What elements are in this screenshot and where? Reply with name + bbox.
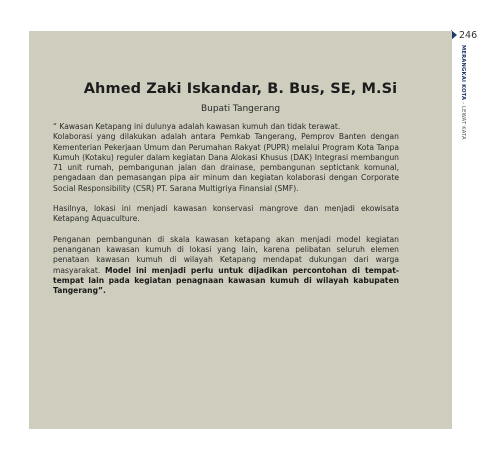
quote-paragraph-2: Kolaborasi yang dilakukan adalah antara Pemkab Tangerang, Pemprov Banten dengan Kementerian Pekerjaan Umum dan Perumahan Rakyat (PUPR) melalui Program Kota Tanpa Kumuh (Kotaku) reguler dalam kegiatan Dana Alokasi Khusus (DAK) Integrasi membangun 71 unit rumah, pembangunan jalan dan drainase, pembangunan septictank komunal, pengadaan dan pemasangan pipa air minum dan kegiatan kolaborasi dengan Corporate Social Responsibility (CSR) PT. Sarana Multigriya Finansial (SMF). xyxy=(53,132,399,193)
person-name: Ahmed Zaki Iskandar, B. Bus, SE, M.Si xyxy=(83,81,398,97)
page-number-marker xyxy=(451,29,477,41)
quote-paragraph-4 xyxy=(53,235,399,297)
quote-paragraph-4-text: Penganan pembangunan di skala kawasan ketapang akan menjadi model kegiatan penanganan kawasan kumuh di lokasi yang lain, karena pelibatan seluruh elemen penataan kawasan kumuh di wilayah Ketapang mendapat dukungan dari warga masyarakat. xyxy=(53,234,399,275)
quote-body xyxy=(53,122,399,306)
person-role: Bupati Tangerang xyxy=(200,104,281,114)
side-running-title xyxy=(456,45,470,155)
side-title-separator: - xyxy=(460,100,466,107)
page-number: 246 xyxy=(459,29,478,41)
quote-paragraph-4-bold: Model ini menjadi perlu untuk dijadikan percontohan di tempat-tempat lain pada kegiatan penagnaan kawasan kumuh di wilayah kabupaten Tangerang”. xyxy=(53,265,399,296)
side-title-part1: MERANGKAI KOTA xyxy=(460,45,466,101)
quote-paragraph-3: Hasilnya, lokasi ini menjadi kawasan konservasi mangrove dan menjadi ekowisata Ketapang Aquaculture. xyxy=(53,204,399,224)
side-title-part2: LEWAT KATA xyxy=(460,106,466,140)
quote-intro xyxy=(53,122,399,194)
quote-paragraph-1: “ Kawasan Ketapang ini dulunya adalah kawasan kumuh dan tidak terawat. xyxy=(53,122,341,131)
